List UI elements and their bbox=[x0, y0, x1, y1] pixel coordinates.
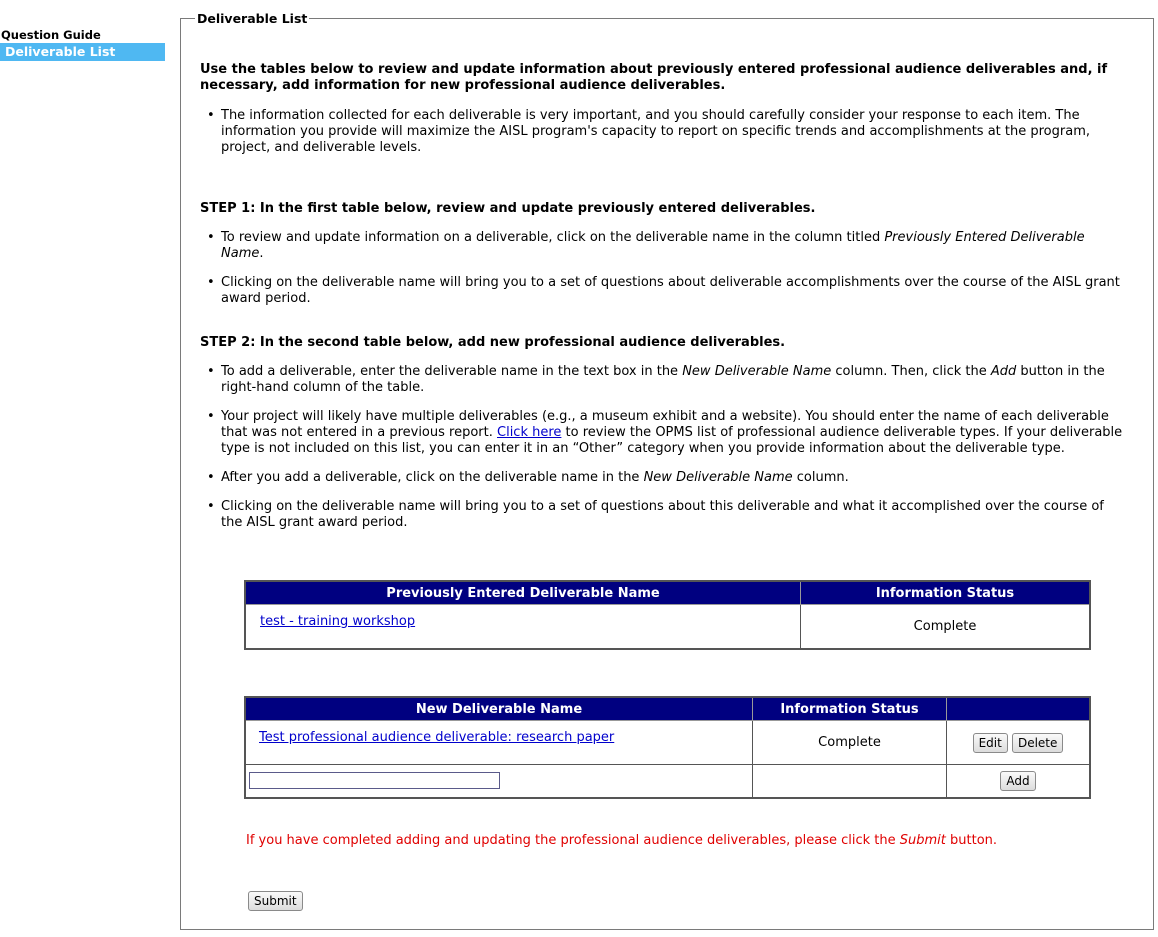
actions-cell bbox=[947, 721, 1091, 765]
sidebar-item-deliverable-list[interactable]: Deliverable List bbox=[0, 43, 165, 61]
column-header: Information Status bbox=[753, 697, 947, 721]
step2-bullet-text: After you add a deliverable, click on the deliverable name in the bbox=[221, 470, 644, 485]
step2-bullet-text: Your project will likely have multiple deliverables (e.g., a museum exhibit and a website). You should enter the name of each deliverable that was not entered in a previous report. bbox=[221, 409, 1109, 440]
step2-bullet-text: column. Then, click the bbox=[831, 364, 991, 379]
step2-bullet-text: To add a deliverable, enter the deliverable name in the text box in the bbox=[221, 364, 683, 379]
step2-bullet-end: column. bbox=[792, 470, 849, 485]
intro-bullet: • The information collected for each deliverable is very important, and you should carefully consider your response to each item. The information you provide will maximize the AISL program's capacity to report on specific trends and accomplishments at the program, project, and deliverable levels. bbox=[221, 108, 1126, 156]
status-cell: Complete bbox=[801, 605, 1091, 649]
table-row bbox=[245, 765, 1090, 798]
intro-bullets bbox=[221, 108, 1126, 169]
step1-bullet-text: To review and update information on a deliverable, click on the deliverable name in the column titled bbox=[221, 230, 885, 245]
new-deliverable-name-input[interactable] bbox=[249, 772, 500, 789]
new-name-cell bbox=[245, 765, 753, 798]
step1-bullet bbox=[221, 230, 1126, 262]
deliverable-link[interactable]: test - training workshop bbox=[260, 614, 416, 629]
deliverable-list-panel bbox=[180, 11, 1154, 930]
table-header-row bbox=[245, 581, 1090, 605]
step1-bullet: • Clicking on the deliverable name will bring you to a set of questions about deliverable accomplishments over the course of the AISL grant award period. bbox=[221, 275, 1126, 307]
panel-legend: Deliverable List bbox=[197, 11, 308, 26]
column-header bbox=[947, 697, 1091, 721]
step1-bullet-end: . bbox=[259, 246, 264, 261]
step2-bullets bbox=[221, 364, 1126, 544]
step2-bullet-em: New Deliverable Name bbox=[682, 364, 832, 379]
submit-note bbox=[246, 833, 997, 849]
status-cell: Complete bbox=[753, 721, 947, 765]
delete-button[interactable]: Delete bbox=[1012, 733, 1063, 753]
sidebar-title: Question Guide bbox=[1, 28, 101, 42]
note-end: button. bbox=[945, 833, 998, 848]
table-row bbox=[245, 721, 1090, 765]
step2-bullet bbox=[221, 364, 1126, 396]
column-header: Information Status bbox=[801, 581, 1091, 605]
deliverable-name-cell bbox=[245, 605, 801, 649]
intro-text: Use the tables below to review and update information about previously entered professional audience deliverables and, if necessary, add information for new professional audience deliverables. bbox=[200, 62, 1108, 93]
step2-heading: STEP 2: In the second table below, add new professional audience deliverables. bbox=[200, 335, 786, 350]
submit-button[interactable]: Submit bbox=[248, 891, 303, 911]
step2-bullet-end: to review the OPMS list of professional audience deliverable types. If your deliverable type is not included on this list, you can enter it in an “Other” category when you provide information about the deliverable type. bbox=[221, 425, 1123, 456]
deliverable-name-cell bbox=[245, 721, 753, 765]
table-row bbox=[245, 605, 1090, 649]
add-button[interactable]: Add bbox=[1000, 771, 1035, 791]
step2-bullet-end: button in the right-hand column of the table. bbox=[221, 364, 1105, 395]
add-cell bbox=[947, 765, 1091, 798]
column-header: Previously Entered Deliverable Name bbox=[245, 581, 801, 605]
table-header-row bbox=[245, 697, 1090, 721]
column-header: New Deliverable Name bbox=[245, 697, 753, 721]
step2-bullet-em: Add bbox=[990, 364, 1017, 379]
step2-bullet bbox=[221, 409, 1126, 457]
step2-bullet-em: New Deliverable Name bbox=[643, 470, 793, 485]
step2-bullet bbox=[221, 470, 1126, 486]
empty-cell bbox=[753, 765, 947, 798]
click-here-link[interactable]: Click here bbox=[497, 425, 562, 440]
step1-bullet-em: Previously Entered Deliverable Name bbox=[221, 230, 1085, 261]
previous-deliverables-table bbox=[244, 580, 1091, 650]
step2-bullet: • Clicking on the deliverable name will bring you to a set of questions about this deliverable and what it accomplished over the course of the AISL grant award period. bbox=[221, 499, 1126, 531]
note-text: If you have completed adding and updating the professional audience deliverables, please click the bbox=[246, 833, 900, 848]
new-deliverables-table bbox=[244, 696, 1091, 799]
sidebar bbox=[0, 28, 165, 61]
step1-bullets bbox=[221, 230, 1126, 320]
note-em: Submit bbox=[899, 833, 946, 848]
step1-heading: STEP 1: In the first table below, review and update previously entered deliverables. bbox=[200, 201, 816, 216]
deliverable-link[interactable]: Test professional audience deliverable: research paper bbox=[259, 730, 615, 745]
edit-button[interactable]: Edit bbox=[973, 733, 1008, 753]
